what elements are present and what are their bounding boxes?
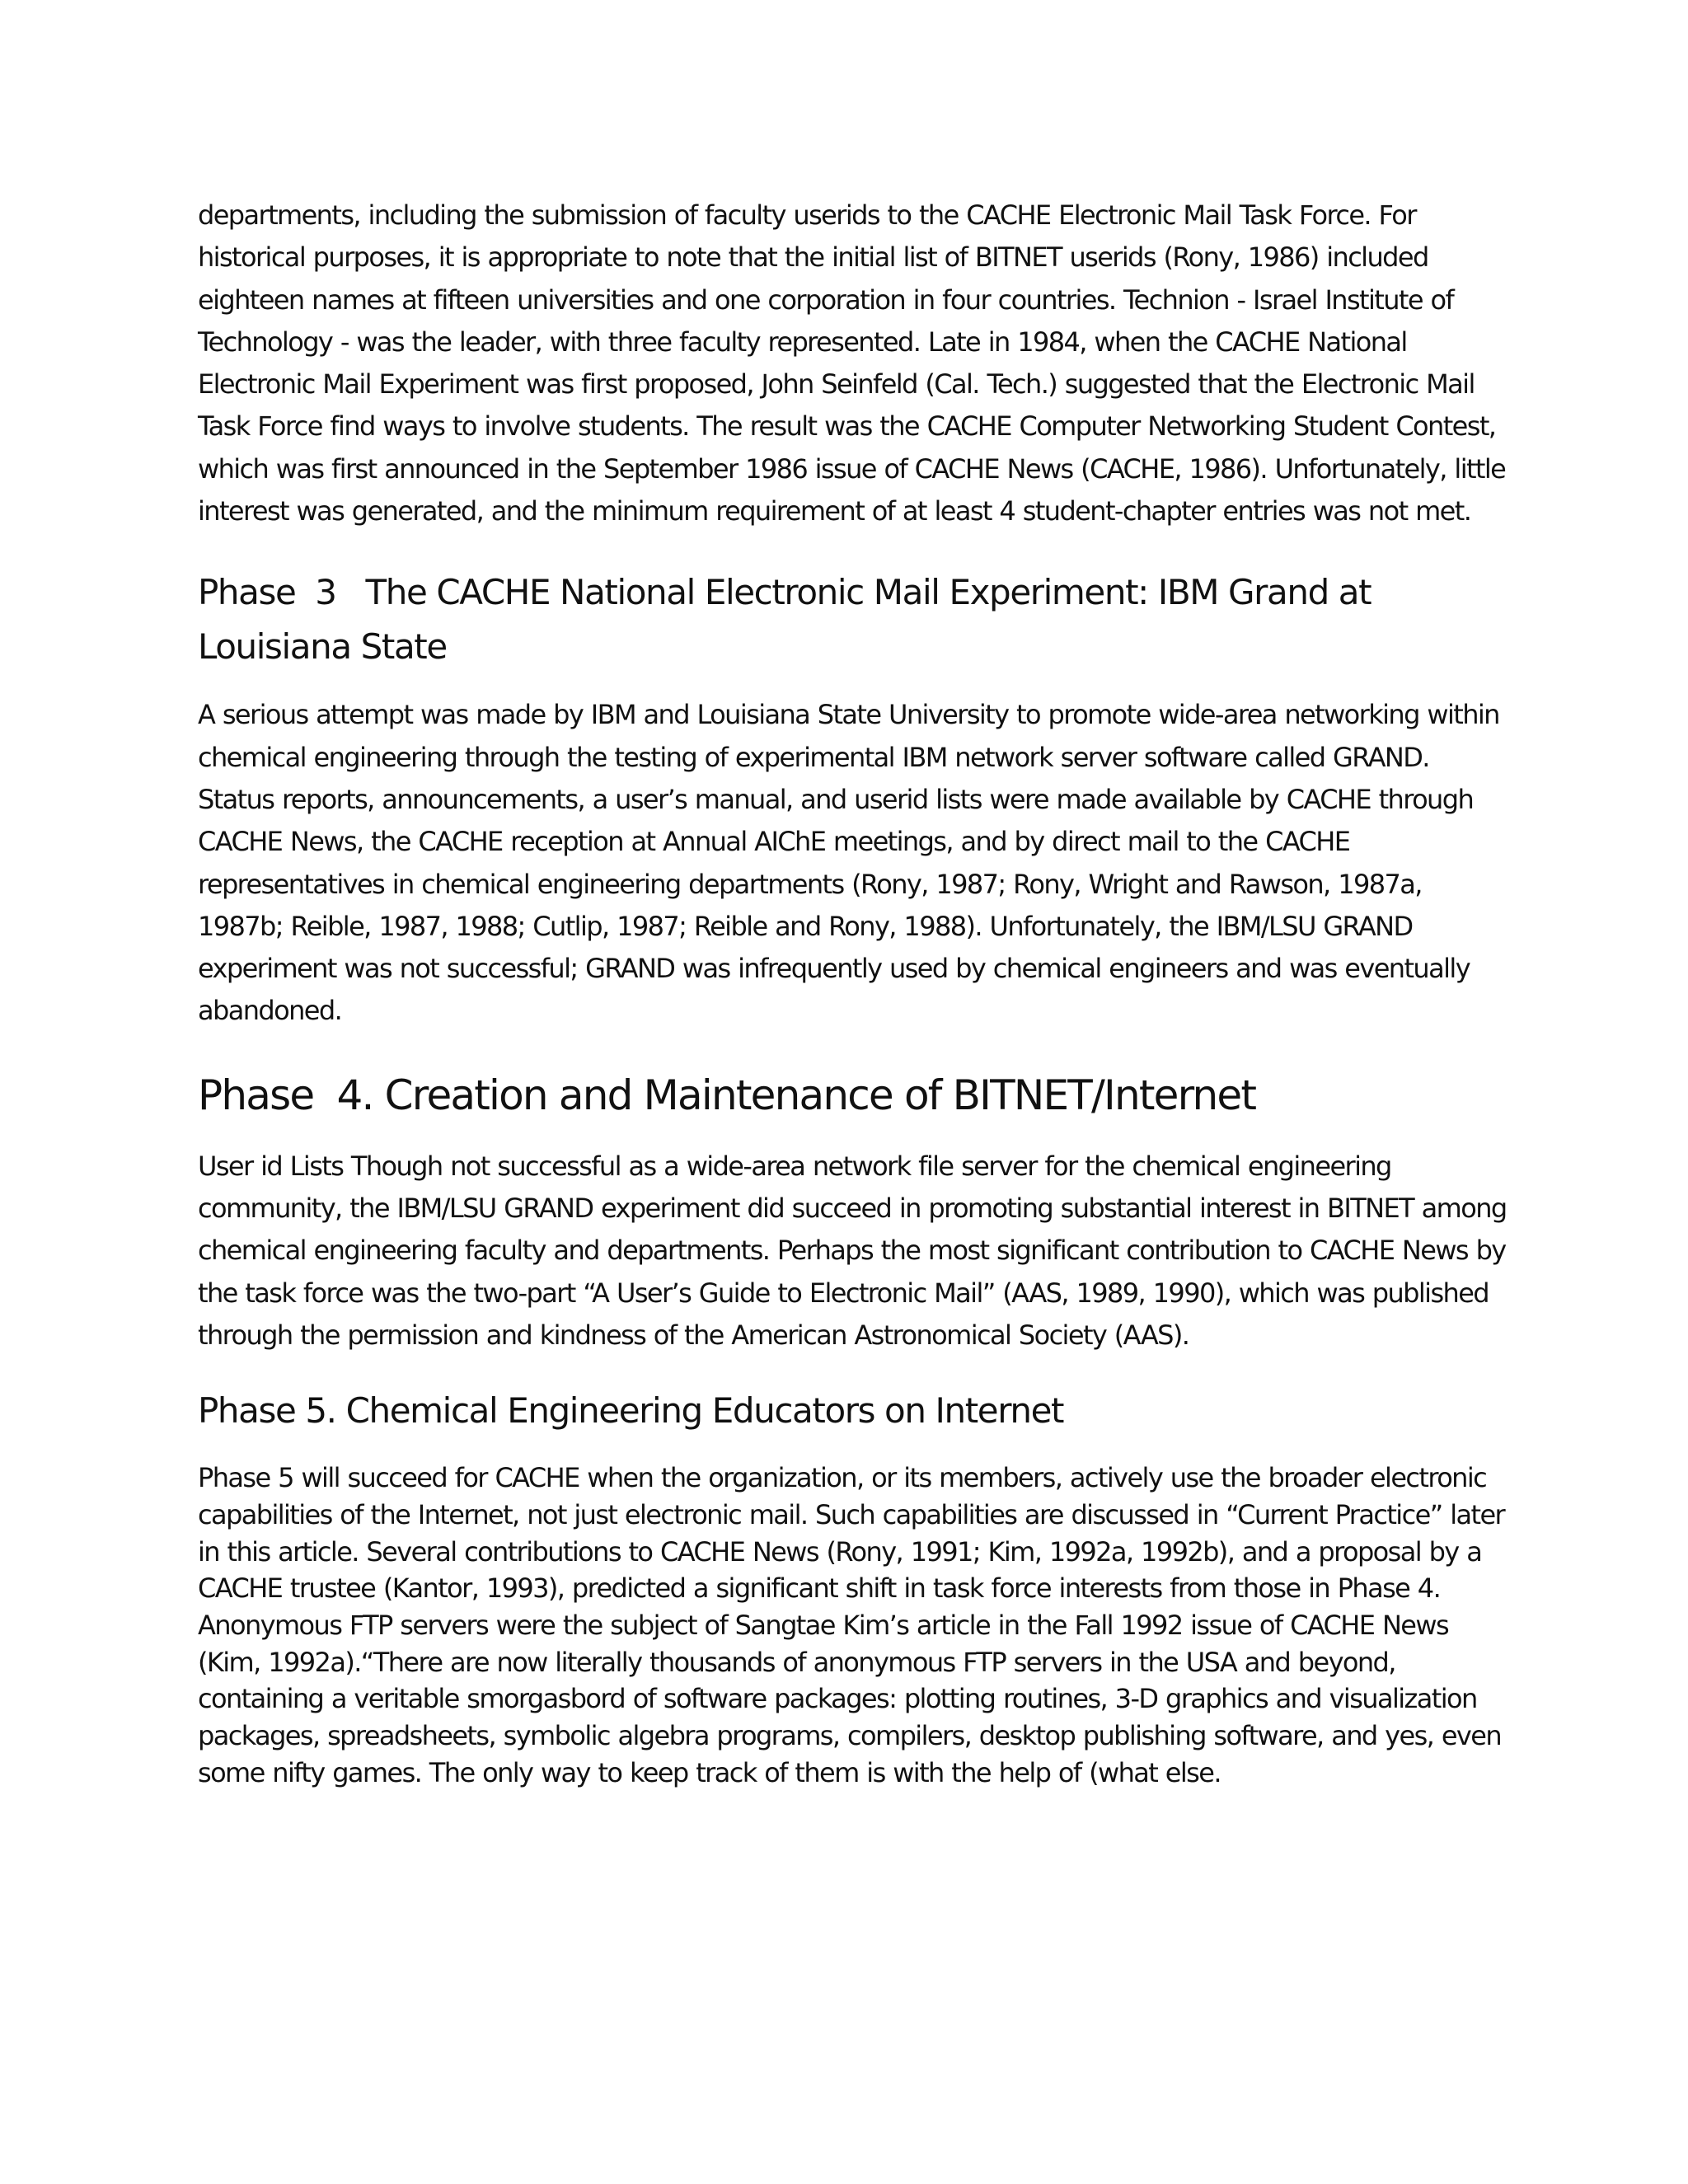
phase-5-paragraph: Phase 5 will succeed for CACHE when the organization, or its members, actively use the broader electronic capabilities of the Internet, not just electronic mail. Such capabilities are discussed in “Current Practice” later in this article. Several contributions to CACHE News (Rony, 1991; Kim, 1992a, 1992b), and a proposal by a CACHE trustee (Kantor, 1993), predicted a significant shift in task force interests from those in Phase 4. Anonymous FTP servers were the subject of Sangtae Kim’s article in the Fall 1992 issue of CACHE News (Kim, 1992a).“There are now literally thousands of anonymous FTP servers in the USA and beyond, containing a veritable smorgasbord of software packages: plotting routines, 3-D graphics and visualization packages, spreadsheets, symbolic algebra programs, compilers, desktop publishing software, and yes, even some nifty games. The only way to keep track of them is with the help of (what else. [198,1462,1505,1788]
phase-5-heading: Phase 5. Chemical Engineering Educators on Internet [198,1390,1064,1432]
phase-4-heading: Phase 4. Creation and Maintenance of BITNET/Internet [198,1071,1256,1119]
document-page [198,194,1510,1792]
phase-3-heading: Phase 3 The CACHE National Electronic Mail Experiment: IBM Grand at Louisiana State [198,572,1381,668]
intro-paragraph: departments, including the submission of faculty userids to the CACHE Electronic Mail Task Force. For historical purposes, it is appropriate to note that the initial list of BITNET userids (Rony, 1986) included eighteen names at fifteen universities and one corporation in four countries. Technion - Israel Institute of Technology - was the leader, with three faculty represented. Late in 1984, when the CACHE National Electronic Mail Experiment was first proposed, John Seinfeld (Cal. Tech.) suggested that the Electronic Mail Task Force find ways to involve students. The result was the CACHE Computer Networking Student Contest, which was first announced in the September 1986 issue of CACHE News (CACHE, 1986). Unfortunately, little interest was generated, and the minimum requirement of at least 4 student-chapter entries was not met. [198,199,1506,527]
phase-4-paragraph: User id Lists Though not successful as a wide-area network file server for the chemical engineering community, the IBM/LSU GRAND experiment did succeed in promoting substantial interest in BITNET among chemical engineering faculty and departments. Perhaps the most significant contribution to CACHE News by the task force was the two-part “A User’s Guide to Electronic Mail” (AAS, 1989, 1990), which was published through the permission and kindness of the American Astronomical Society (AAS). [198,1150,1507,1351]
phase-3-paragraph: A serious attempt was made by IBM and Louisiana State University to promote wide-area networking within chemical engineering through the testing of experimental IBM network server software called GRAND. Status reports, announcements, a user’s manual, and userid lists were made available by CACHE through CACHE News, the CACHE reception at Annual AIChE meetings, and by direct mail to the CACHE representatives in chemical engineering departments (Rony, 1987; Rony, Wright and Rawson, 1987a, 1987b; Reible, 1987, 1988; Cutlip, 1987; Reible and Rony, 1988). Unfortunately, the IBM/LSU GRAND experiment was not successful; GRAND was infrequently used by chemical engineers and was eventually abandoned. [198,699,1499,1027]
